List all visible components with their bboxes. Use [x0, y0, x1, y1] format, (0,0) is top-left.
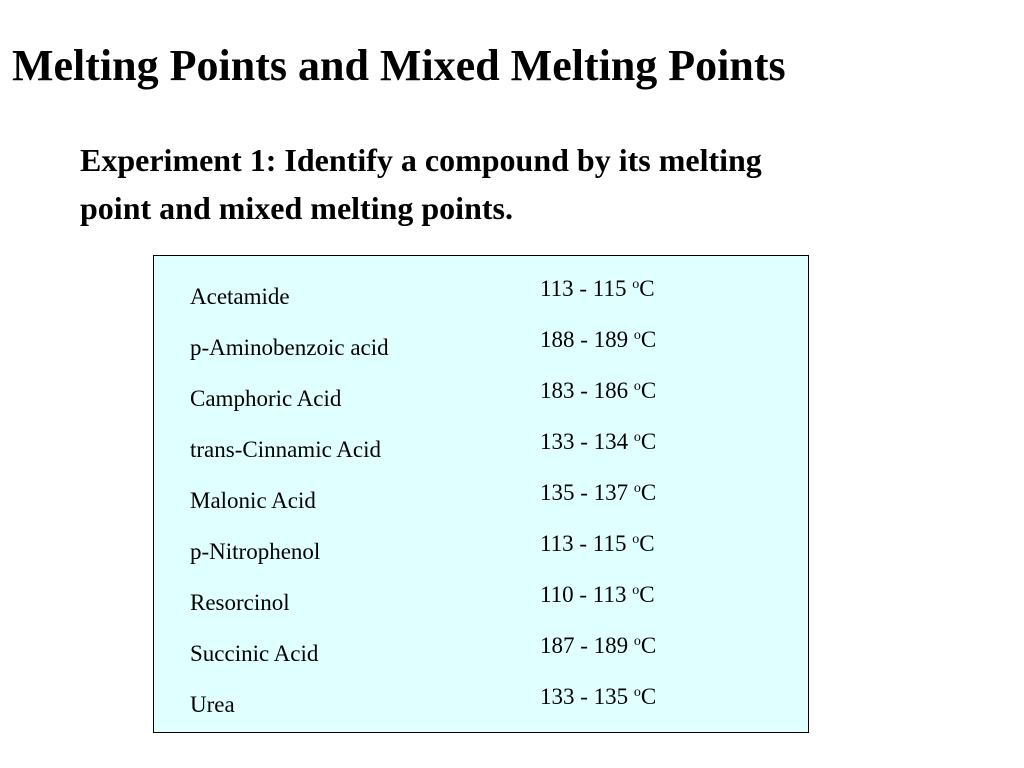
compound-name: p-Aminobenzoic acid — [190, 335, 389, 360]
unit-label: C — [639, 276, 655, 301]
unit-label: C — [640, 327, 657, 352]
unit-label: C — [640, 480, 657, 505]
degree-mark: o — [632, 583, 640, 598]
degree-mark: o — [633, 379, 641, 394]
melting-range — [540, 376, 656, 406]
melting-range — [540, 427, 656, 457]
compound-name: Resorcinol — [190, 590, 290, 615]
unit-label: C — [640, 429, 657, 454]
compound-name: Camphoric Acid — [190, 386, 342, 411]
experiment-line-1: Experiment 1: Identify a compound by its melting — [80, 142, 762, 178]
melting-range — [540, 631, 656, 661]
melting-range — [540, 529, 655, 559]
range-value: 135 - 137 — [540, 480, 634, 505]
degree-mark: o — [633, 634, 641, 649]
range-value: 133 - 135 — [540, 684, 634, 709]
unit-label: C — [640, 684, 657, 709]
unit-label: C — [640, 633, 657, 658]
compound-name: Malonic Acid — [190, 488, 316, 513]
slide-title: Melting Points and Mixed Melting Points — [12, 41, 786, 90]
degree-mark: o — [633, 481, 641, 496]
degree-mark: o — [633, 328, 641, 343]
compound-name: p-Nitrophenol — [190, 539, 321, 564]
melting-point-table — [153, 255, 809, 733]
unit-label: C — [640, 378, 657, 403]
melting-range — [540, 478, 656, 508]
range-value: 188 - 189 — [540, 327, 634, 352]
experiment-line-2: point and mixed melting points. — [80, 190, 513, 226]
melting-range — [540, 682, 656, 712]
degree-mark: o — [633, 685, 641, 700]
range-value: 113 - 115 — [540, 531, 633, 556]
unit-label: C — [639, 582, 655, 607]
compound-name: Urea — [190, 692, 235, 717]
range-value: 183 - 186 — [540, 378, 634, 403]
degree-mark: o — [632, 532, 640, 547]
unit-label: C — [639, 531, 655, 556]
range-value: 113 - 115 — [540, 276, 633, 301]
compound-name: trans-Cinnamic Acid — [190, 437, 381, 462]
melting-range — [540, 580, 655, 610]
melting-range — [540, 325, 656, 355]
experiment-description — [80, 136, 980, 232]
melting-range — [540, 274, 655, 304]
range-value: 133 - 134 — [540, 429, 634, 454]
compound-name: Succinic Acid — [190, 641, 319, 666]
range-value: 110 - 113 — [540, 582, 633, 607]
range-value: 187 - 189 — [540, 633, 634, 658]
compound-name: Acetamide — [190, 284, 290, 309]
degree-mark: o — [632, 277, 640, 292]
degree-mark: o — [633, 430, 641, 445]
